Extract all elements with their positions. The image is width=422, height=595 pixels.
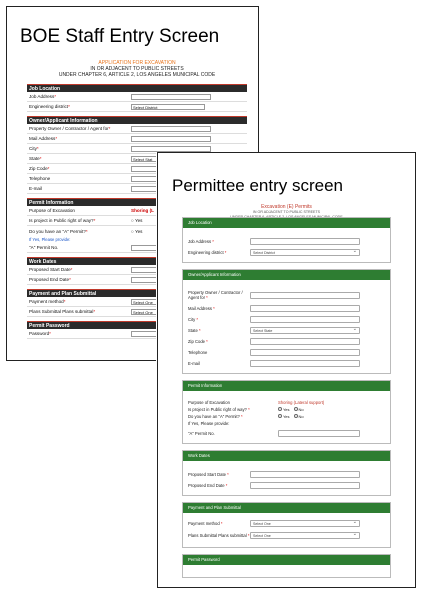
boe-header-line2: IN OR ADJACENT TO PUBLIC STREETS [90, 66, 184, 72]
permittee-state-select[interactable]: Select State ⌄ [250, 327, 360, 334]
boe-row-property-owner: Property Owner / Contractor / Agent for* [27, 124, 247, 134]
boe-a-permit-yes-radio[interactable]: ○ Yes [131, 228, 143, 234]
permittee-title: Permittee entry screen [172, 176, 344, 195]
boe-job-address-input[interactable] [131, 94, 211, 100]
permittee-property-owner-input[interactable] [250, 292, 360, 299]
permittee-row-if-yes [188, 420, 385, 427]
permittee-property-owner-label: Property Owner / Contractor / Agent for [188, 289, 243, 300]
permittee-a-permit-no-input[interactable] [278, 430, 360, 437]
permittee-email-input[interactable] [250, 360, 360, 367]
boe-end-date-label: Proposed End Date [29, 277, 70, 282]
permittee-plans-submittal-label: Plans Submittal Plans submittal [188, 532, 247, 538]
permittee-row-state: State * Select State ⌄ [188, 325, 385, 335]
permittee-a-permit-no-label: "A" Permit No. [188, 430, 215, 436]
permittee-zip-input[interactable] [250, 338, 360, 345]
boe-header-line1: APPLICATION FOR EXCAVATION [98, 60, 176, 66]
boe-city-input[interactable] [131, 146, 211, 152]
boe-if-yes-note: If Yes, Please provide: [29, 237, 71, 242]
permittee-row-city: City * [188, 314, 385, 324]
permittee-purpose-label: Purpose of Excavation [188, 399, 230, 405]
boe-purpose-label: Purpose of Excavation [29, 208, 75, 213]
permittee-payment-method-select[interactable]: Select One ⌄ [250, 520, 360, 527]
boe-row-password: Password* [27, 329, 247, 339]
permittee-plans-submittal-select[interactable]: Select One ⌄ [250, 532, 360, 539]
boe-section-owner: Owner/Applicant Information [27, 116, 247, 124]
boe-telephone-label: Telephone [29, 176, 51, 181]
permittee-section-work-dates [182, 450, 391, 496]
boe-a-permit-no-label: "A" Permit No. [29, 245, 59, 250]
boe-job-address-label: Job Address [29, 94, 55, 99]
permittee-zip-label: Zip Code [188, 338, 205, 344]
boe-mail-address-label: Mail Address [29, 136, 56, 141]
boe-title: BOE Staff Entry Screen [20, 26, 220, 47]
boe-public-row-label: Is project in Public right of way? [29, 218, 94, 223]
boe-zip-label: Zip Code [29, 166, 48, 171]
permittee-row-telephone [188, 347, 385, 357]
boe-purpose-value: Shoring (L [131, 208, 154, 213]
permittee-payment-method-label: Payment method [188, 520, 220, 526]
permittee-section-payment-header: Payment and Plan Submittal [183, 503, 390, 513]
boe-row-plans-submittal: Plans Submittal Plans submittal* Select One [27, 307, 247, 317]
boe-mail-address-input[interactable] [131, 136, 211, 142]
permittee-section-password-header: Permit Password [183, 555, 390, 565]
permittee-row-purpose [188, 399, 385, 405]
boe-plans-submittal-label: Plans Submittal Plans submittal [29, 309, 94, 314]
permittee-row-engineering-district: Engineering district * Select District ⌄ [188, 247, 385, 257]
permittee-city-input[interactable] [250, 316, 360, 323]
boe-state-select[interactable]: Select Stat [131, 156, 205, 162]
permittee-purpose-value: Shoring (Lateral support) [278, 399, 325, 405]
boe-section-payment: Payment and Plan Submittal [27, 289, 247, 297]
permittee-end-date-label: Proposed End Date [188, 482, 225, 488]
boe-row-job-address: Job Address* [27, 92, 247, 102]
permittee-telephone-input[interactable] [250, 349, 360, 356]
boe-row-mail-address: Mail Address* [27, 134, 247, 144]
permittee-row-zip: Zip Code * [188, 336, 385, 346]
boe-state-label: State [29, 156, 40, 161]
permittee-row-payment-method: Payment method * Select One ⌄ [188, 518, 385, 528]
boe-plans-submittal-select[interactable]: Select One [131, 309, 205, 315]
permittee-engineering-district-select[interactable]: Select District ⌄ [250, 249, 360, 256]
permittee-job-address-label: Job Address [188, 238, 212, 244]
permittee-public-row-label: Is project in Public right of way? [188, 406, 247, 412]
permittee-a-permit-label: Do you have an "A" Permit? [188, 413, 240, 419]
permittee-header-line3: UNDER CHAPTER 6, ARTICLE 2, LOS ANGELES MUNICIPAL CODE [230, 214, 343, 219]
permittee-state-label: State [188, 327, 198, 333]
permittee-row-start-date: Proposed Start Date * [188, 469, 385, 479]
boe-row-public-row: Is project in Public right of way?* ○ Yes [27, 216, 247, 226]
boe-row-city: City* [27, 144, 247, 154]
boe-row-end-date: Proposed End Date* [27, 275, 247, 285]
boe-public-row-yes-radio[interactable]: ○ Yes [131, 218, 143, 223]
boe-section-job-location: Job Location [27, 84, 247, 92]
permittee-form [182, 217, 391, 582]
permittee-start-date-label: Proposed Start Date [188, 471, 226, 477]
boe-engineering-district-select[interactable]: Select District [131, 104, 205, 110]
permittee-row-email [188, 358, 385, 368]
permittee-mail-address-label: Mail Address [188, 305, 212, 311]
boe-start-date-label: Proposed Start Date [29, 267, 71, 272]
permittee-entry-card [157, 152, 416, 588]
boe-row-engineering-district: Engineering district* Select District [27, 102, 247, 112]
permittee-row-plans-submittal: Plans Submittal Plans submittal * Select One ⌄ [188, 529, 385, 542]
permittee-engineering-district-label: Engineering district [188, 249, 224, 255]
boe-email-label: E-mail [29, 186, 43, 191]
permittee-email-label: E-mail [188, 360, 200, 366]
permittee-section-job-location [182, 217, 391, 263]
boe-payment-method-label: Payment method [29, 299, 64, 304]
permittee-row-a-permit-no [188, 428, 385, 438]
boe-section-permit-info: Permit Information [27, 198, 247, 206]
permittee-job-address-input[interactable] [250, 238, 360, 245]
permittee-section-job-location-header: Job Location [183, 218, 390, 228]
boe-section-password: Permit Password [27, 321, 247, 329]
permittee-section-password [182, 554, 391, 578]
permittee-row-mail-address: Mail Address * [188, 303, 385, 313]
permittee-city-label: City [188, 316, 196, 322]
boe-row-payment-method: Payment method* Select One [27, 297, 247, 307]
permittee-header-line2: IN OR ADJACENT TO PUBLIC STREETS [252, 210, 321, 214]
permittee-public-row-no-radio[interactable]: No [294, 407, 304, 412]
boe-password-label: Password [29, 331, 50, 336]
permittee-row-job-address: Job Address * [188, 236, 385, 246]
boe-property-owner-label: Property Owner / Contractor / Agent for [29, 126, 109, 131]
permittee-public-row-yes-radio[interactable]: Yes [278, 407, 290, 412]
boe-property-owner-input[interactable] [131, 126, 211, 132]
boe-section-work-dates: Work Dates [27, 257, 247, 265]
permittee-section-permit-info-header: Permit Information [183, 381, 390, 391]
permittee-start-date-input[interactable] [250, 471, 360, 478]
boe-city-label: City [29, 146, 37, 151]
permittee-header-line1: Excavation (E) Permits [261, 204, 312, 210]
permittee-if-yes-note: If Yes, Please provide: [188, 421, 230, 426]
permittee-section-work-dates-header: Work Dates [183, 451, 390, 461]
permittee-telephone-label: Telephone [188, 349, 208, 355]
permittee-row-property-owner: Property Owner / Contractor / Agent for * [188, 288, 385, 302]
permittee-mail-address-input[interactable] [250, 305, 360, 312]
permittee-row-public-row: Is project in Public right of way? * Yes No [188, 406, 304, 412]
boe-row-state: State* Select Stat [27, 154, 247, 164]
boe-row-start-date: Proposed Start Date* [27, 265, 247, 275]
permittee-row-end-date: Proposed End Date * [188, 480, 385, 490]
permittee-a-permit-yes-radio[interactable]: Yes [278, 414, 290, 419]
permittee-row-a-permit: Do you have an "A" Permit? * Yes No [188, 413, 304, 419]
permittee-section-payment [182, 502, 391, 548]
boe-engineering-district-label: Engineering district [29, 104, 69, 109]
permittee-end-date-input[interactable] [250, 482, 360, 489]
boe-header-line3: UNDER CHAPTER 6, ARTICLE 2, LOS ANGELES MUNICIPAL CODE [58, 72, 216, 78]
boe-a-permit-label: Do you have an "A" Permit? [29, 228, 86, 234]
permittee-section-permit-info [182, 380, 391, 444]
boe-payment-method-select[interactable]: Select One [131, 299, 205, 305]
permittee-section-owner-header: Owner/Applicant Information [183, 270, 390, 280]
boe-row-a-permit: Do you have an "A" Permit?* ○ Yes [29, 228, 143, 234]
boe-row-zip: Zip Code* [27, 164, 247, 174]
permittee-a-permit-no-radio[interactable]: No [294, 414, 304, 419]
permittee-section-owner [182, 269, 391, 374]
